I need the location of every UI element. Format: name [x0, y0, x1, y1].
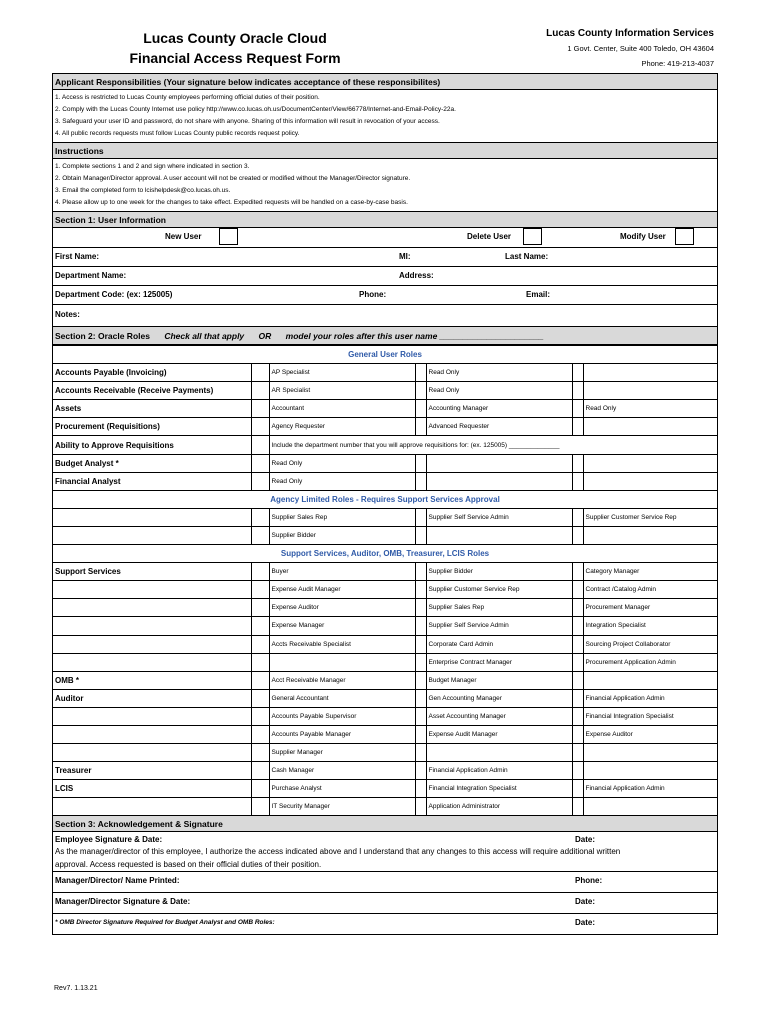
role-checkbox[interactable] — [572, 563, 583, 581]
role-checkbox[interactable] — [572, 653, 583, 671]
org-address: 1 Govt. Center, Suite 400 Toledo, OH 43604 — [567, 44, 714, 53]
role-option: Integration Specialist — [583, 617, 717, 635]
or-note: OR — [258, 331, 272, 341]
role-checkbox[interactable] — [572, 744, 583, 762]
role-option — [583, 526, 717, 544]
role-row — [53, 744, 717, 762]
model-user-note[interactable]: model your roles after this user name ______________________ — [285, 331, 544, 341]
role-option: Financial Integration Specialist — [583, 707, 717, 725]
new-user-checkbox[interactable] — [219, 228, 238, 245]
manager-date-field[interactable]: Date: — [575, 897, 596, 907]
role-group-label — [53, 653, 251, 671]
role-row — [53, 635, 717, 653]
role-option: Accounts Payable Supervisor — [269, 707, 415, 725]
section1-header: Section 1: User Information — [53, 212, 717, 228]
roles-subheader-label: General User Roles — [53, 346, 717, 364]
role-checkbox[interactable] — [251, 382, 269, 400]
section2-title: Section 2: Oracle Roles — [55, 331, 150, 341]
role-option: Read Only — [583, 400, 717, 418]
role-checkbox[interactable] — [251, 508, 269, 526]
role-group-label: Financial Analyst — [53, 472, 251, 490]
role-group-label: Budget Analyst * — [53, 454, 251, 472]
role-row — [53, 382, 717, 400]
role-checkbox[interactable] — [572, 725, 583, 743]
role-option: Read Only — [269, 454, 415, 472]
role-option: Supplier Bidder — [269, 526, 415, 544]
role-option: Expense Auditor — [583, 725, 717, 743]
role-checkbox[interactable] — [415, 617, 426, 635]
role-row — [53, 653, 717, 671]
role-checkbox[interactable] — [251, 671, 269, 689]
roles-subheader — [53, 346, 717, 364]
role-option: Accountant — [269, 400, 415, 418]
notes-field[interactable]: Notes: — [55, 310, 80, 319]
revision-number: Rev7. 1.13.21 — [54, 985, 98, 992]
role-option: Supplier Customer Service Rep — [583, 508, 717, 526]
role-row — [53, 707, 717, 725]
phone-field[interactable]: Phone: — [359, 290, 387, 299]
modify-user-checkbox[interactable] — [675, 228, 694, 245]
instruction-item: 3. Email the completed form to lcishelpdesk@co.lucas.oh.us. — [55, 187, 231, 194]
department-code-row[interactable] — [53, 286, 717, 305]
org-phone: Phone: 419-213-4037 — [641, 59, 714, 68]
role-option: Supplier Sales Rep — [426, 599, 572, 617]
role-checkbox[interactable] — [251, 780, 269, 798]
role-group-label: Accounts Payable (Invoicing) — [53, 364, 251, 382]
role-option: Expense Audit Manager — [269, 581, 415, 599]
role-checkbox[interactable] — [572, 508, 583, 526]
new-user-label: New User — [165, 232, 202, 241]
role-row — [53, 798, 717, 816]
role-option: Advanced Requester — [426, 418, 572, 436]
role-option: Buyer — [269, 563, 415, 581]
role-checkbox[interactable] — [572, 617, 583, 635]
role-checkbox[interactable] — [251, 599, 269, 617]
role-checkbox[interactable] — [251, 563, 269, 581]
department-row[interactable] — [53, 267, 717, 286]
role-checkbox[interactable] — [415, 780, 426, 798]
role-checkbox[interactable] — [251, 454, 269, 472]
role-checkbox[interactable] — [415, 725, 426, 743]
manager-name-row[interactable] — [53, 872, 717, 893]
role-group-label: Procurement (Requisitions) — [53, 418, 251, 436]
role-checkbox[interactable] — [415, 454, 426, 472]
role-checkbox[interactable] — [415, 707, 426, 725]
access-request-form — [52, 73, 718, 935]
role-option: Enterprise Contract Manager — [426, 653, 572, 671]
role-row — [53, 581, 717, 599]
role-group-label: Auditor — [53, 689, 251, 707]
role-row — [53, 780, 717, 798]
role-option: Asset Accounting Manager — [426, 707, 572, 725]
responsibility-item: 1. Access is restricted to Lucas County employees performing official duties of their position. — [55, 94, 320, 101]
responsibilities-header: Applicant Responsibilities (Your signature below indicates acceptance of these responsibilites) — [53, 74, 717, 90]
role-checkbox[interactable] — [572, 472, 583, 490]
role-checkbox[interactable] — [251, 689, 269, 707]
statement-line: As the manager/director of this employee, I authorize the access indicated above and I understand that any changes to this access will require additional written — [55, 847, 621, 857]
role-checkbox[interactable] — [572, 780, 583, 798]
role-row — [53, 508, 717, 526]
delete-user-label: Delete User — [467, 232, 512, 241]
role-option: Gen Accounting Manager — [426, 689, 572, 707]
role-checkbox[interactable] — [415, 689, 426, 707]
name-row[interactable] — [53, 248, 717, 267]
role-checkbox[interactable] — [572, 526, 583, 544]
role-option: Accounting Manager — [426, 400, 572, 418]
role-group-label: Ability to Approve Requisitions — [53, 436, 251, 454]
role-option: Accounts Payable Manager — [269, 725, 415, 743]
role-option: AP Specialist — [269, 364, 415, 382]
role-option: Purchase Analyst — [269, 780, 415, 798]
role-row — [53, 418, 717, 436]
employee-signature-field[interactable]: Employee Signature & Date: — [55, 835, 163, 845]
role-checkbox[interactable] — [572, 581, 583, 599]
roles-subheader-label: Support Services, Auditor, OMB, Treasurer, LCIS Roles — [53, 545, 717, 563]
role-option: Procurement Manager — [583, 599, 717, 617]
manager-phone-field[interactable]: Phone: — [575, 876, 603, 886]
roles-subheader — [53, 490, 717, 508]
role-option — [583, 798, 717, 816]
role-option: Read Only — [426, 364, 572, 382]
role-checkbox[interactable] — [415, 563, 426, 581]
role-checkbox[interactable] — [415, 581, 426, 599]
statement-line: approval. Access requested is based on their official duties of their position. — [55, 860, 322, 870]
address-field[interactable]: Address: — [399, 271, 434, 280]
role-checkbox[interactable] — [251, 798, 269, 816]
role-checkbox[interactable] — [415, 599, 426, 617]
role-row — [53, 617, 717, 635]
role-checkbox[interactable] — [415, 744, 426, 762]
role-option — [583, 382, 717, 400]
role-row — [53, 400, 717, 418]
department-code-field[interactable]: Department Code: (ex: 125005) — [55, 290, 173, 299]
role-option — [426, 454, 572, 472]
role-option: Category Manager — [583, 563, 717, 581]
manager-signature-row[interactable] — [53, 893, 717, 914]
section2-header — [53, 327, 717, 345]
role-group-label: Accounts Receivable (Receive Payments) — [53, 382, 251, 400]
role-checkbox[interactable] — [572, 599, 583, 617]
role-row — [53, 689, 717, 707]
role-checkbox[interactable] — [415, 653, 426, 671]
employee-date-field[interactable]: Date: — [575, 835, 596, 845]
role-group-label: Assets — [53, 400, 251, 418]
title-line-2: Financial Access Request Form — [129, 50, 341, 66]
role-option — [583, 454, 717, 472]
role-checkbox[interactable] — [572, 635, 583, 653]
title-line-1: Lucas County Oracle Cloud — [143, 30, 327, 46]
role-checkbox[interactable] — [251, 653, 269, 671]
role-option — [583, 762, 717, 780]
role-checkbox[interactable] — [415, 798, 426, 816]
role-group-label: LCIS — [53, 780, 251, 798]
role-group-label — [53, 798, 251, 816]
role-group-label — [53, 635, 251, 653]
role-group-label: Support Services — [53, 563, 251, 581]
role-checkbox[interactable] — [572, 671, 583, 689]
role-checkbox[interactable] — [415, 671, 426, 689]
roles-table — [53, 345, 717, 816]
role-option: Cash Manager — [269, 762, 415, 780]
role-row — [53, 526, 717, 544]
role-option: Read Only — [269, 472, 415, 490]
role-option: Expense Manager — [269, 617, 415, 635]
section3-header: Section 3: Acknowledgement & Signature — [53, 816, 717, 832]
role-checkbox[interactable] — [415, 526, 426, 544]
role-checkbox[interactable] — [572, 364, 583, 382]
role-row — [53, 563, 717, 581]
role-option: Agency Requester — [269, 418, 415, 436]
role-row — [53, 364, 717, 382]
role-option: Accts Receivable Specialist — [269, 635, 415, 653]
role-option: Supplier Self Service Admin — [426, 508, 572, 526]
role-checkbox[interactable] — [415, 418, 426, 436]
responsibility-item: 3. Safeguard your user ID and password, do not share with anyone. Sharing of this information will result in revocation of your access. — [55, 118, 440, 125]
delete-user-checkbox[interactable] — [523, 228, 542, 245]
roles-subheader — [53, 545, 717, 563]
instructions-list — [53, 159, 717, 212]
role-checkbox[interactable] — [251, 725, 269, 743]
role-row — [53, 725, 717, 743]
role-option — [426, 744, 572, 762]
role-checkbox[interactable] — [251, 581, 269, 599]
role-group-label — [53, 707, 251, 725]
role-checkbox[interactable] — [251, 418, 269, 436]
role-option: Acct Receivable Manager — [269, 671, 415, 689]
role-checkbox[interactable] — [415, 508, 426, 526]
role-checkbox[interactable] — [251, 436, 269, 454]
role-checkbox[interactable] — [251, 617, 269, 635]
role-checkbox[interactable] — [572, 382, 583, 400]
role-option: Supplier Manager — [269, 744, 415, 762]
role-checkbox[interactable] — [251, 707, 269, 725]
role-option: Application Administrator — [426, 798, 572, 816]
role-checkbox[interactable] — [251, 635, 269, 653]
omb-signature-field[interactable]: * OMB Director Signature Required for Budget Analyst and OMB Roles: — [55, 919, 275, 927]
user-action-row — [53, 228, 717, 248]
role-checkbox[interactable] — [415, 472, 426, 490]
role-group-label — [53, 725, 251, 743]
approve-requisitions-row — [53, 436, 717, 454]
modify-user-label: Modify User — [620, 232, 666, 241]
responsibility-item: 4. All public records requests must follow Lucas County public records request policy. — [55, 130, 300, 137]
role-option: Financial Integration Specialist — [426, 780, 572, 798]
approve-department-field[interactable]: Include the department number that you will approve requisitions for: (ex. 125005) ______________ — [269, 436, 717, 454]
manager-authorization-statement — [53, 845, 717, 872]
role-checkbox[interactable] — [415, 364, 426, 382]
role-row — [53, 671, 717, 689]
role-checkbox[interactable] — [251, 744, 269, 762]
department-name-field[interactable]: Department Name: — [55, 271, 127, 280]
role-option — [583, 671, 717, 689]
role-checkbox[interactable] — [251, 472, 269, 490]
role-option — [583, 418, 717, 436]
role-option: Supplier Self Service Admin — [426, 617, 572, 635]
role-option: Supplier Customer Service Rep — [426, 581, 572, 599]
role-checkbox[interactable] — [415, 400, 426, 418]
role-group-label — [53, 508, 251, 526]
last-name-field[interactable]: Last Name: — [505, 252, 549, 261]
omb-date-field[interactable]: Date: — [575, 918, 596, 928]
role-checkbox[interactable] — [251, 400, 269, 418]
instructions-header: Instructions — [53, 143, 717, 159]
role-row — [53, 472, 717, 490]
role-option: Procurement Application Admin — [583, 653, 717, 671]
role-row — [53, 599, 717, 617]
role-option: Expense Audit Manager — [426, 725, 572, 743]
role-option: Supplier Sales Rep — [269, 508, 415, 526]
role-group-label — [53, 581, 251, 599]
role-option — [583, 472, 717, 490]
role-checkbox[interactable] — [251, 526, 269, 544]
responsibilities-list — [53, 90, 717, 143]
org-name: Lucas County Information Services — [546, 28, 714, 39]
role-checkbox[interactable] — [251, 762, 269, 780]
role-group-label — [53, 526, 251, 544]
role-option: Budget Manager — [426, 671, 572, 689]
role-checkbox[interactable] — [415, 635, 426, 653]
role-checkbox[interactable] — [572, 400, 583, 418]
role-option: IT Security Manager — [269, 798, 415, 816]
instruction-item: 1. Complete sections 1 and 2 and sign where indicated in section 3. — [55, 163, 250, 170]
employee-signature-row[interactable] — [53, 832, 717, 845]
role-group-label — [53, 617, 251, 635]
role-option: Contract /Catalog Admin — [583, 581, 717, 599]
role-row — [53, 454, 717, 472]
role-option: Expense Auditor — [269, 599, 415, 617]
role-option: General Accountant — [269, 689, 415, 707]
instruction-item: 2. Obtain Manager/Director approval. A user account will not be created or modified without the Manager/Director signature. — [55, 175, 411, 182]
role-checkbox[interactable] — [572, 762, 583, 780]
role-option: Financial Application Admin — [583, 780, 717, 798]
role-checkbox[interactable] — [251, 364, 269, 382]
manager-name-field[interactable]: Manager/Director/ Name Printed: — [55, 876, 180, 886]
notes-row[interactable] — [53, 305, 717, 327]
email-field[interactable]: Email: — [526, 290, 551, 299]
role-checkbox[interactable] — [572, 418, 583, 436]
form-title — [100, 28, 370, 68]
role-group-label: OMB * — [53, 671, 251, 689]
instruction-item: 4. Please allow up to one week for the changes to take effect. Expedited requests will be handled on a case-by-case basis. — [55, 199, 408, 206]
roles-subheader-label: Agency Limited Roles - Requires Support Services Approval — [53, 490, 717, 508]
role-group-label — [53, 744, 251, 762]
check-all-note: Check all that apply — [164, 331, 245, 341]
role-option: Corporate Card Admin — [426, 635, 572, 653]
role-option: AR Specialist — [269, 382, 415, 400]
role-group-label: Treasurer — [53, 762, 251, 780]
omb-signature-row[interactable] — [53, 914, 717, 935]
role-row — [53, 762, 717, 780]
role-option — [426, 526, 572, 544]
role-option — [269, 653, 415, 671]
role-option: Sourcing Project Collaborator — [583, 635, 717, 653]
role-checkbox[interactable] — [572, 798, 583, 816]
responsibility-item: 2. Comply with the Lucas County Internet use policy http://www.co.lucas.oh.us/DocumentCenter/View/66778/Internet-and-Email-Policy-22a. — [55, 106, 456, 113]
role-option: Financial Application Admin — [426, 762, 572, 780]
role-checkbox[interactable] — [415, 382, 426, 400]
role-option: Read Only — [426, 382, 572, 400]
org-info — [546, 26, 714, 71]
role-checkbox[interactable] — [572, 454, 583, 472]
first-name-field[interactable]: First Name: — [55, 252, 100, 261]
role-option — [583, 744, 717, 762]
role-group-label — [53, 599, 251, 617]
role-checkbox[interactable] — [572, 707, 583, 725]
role-checkbox[interactable] — [572, 689, 583, 707]
role-option — [426, 472, 572, 490]
role-checkbox[interactable] — [415, 762, 426, 780]
mi-field[interactable]: MI: — [399, 252, 411, 261]
role-option — [583, 364, 717, 382]
role-option: Supplier Bidder — [426, 563, 572, 581]
manager-signature-field[interactable]: Manager/Director Signature & Date: — [55, 897, 191, 907]
role-option: Financial Application Admin — [583, 689, 717, 707]
